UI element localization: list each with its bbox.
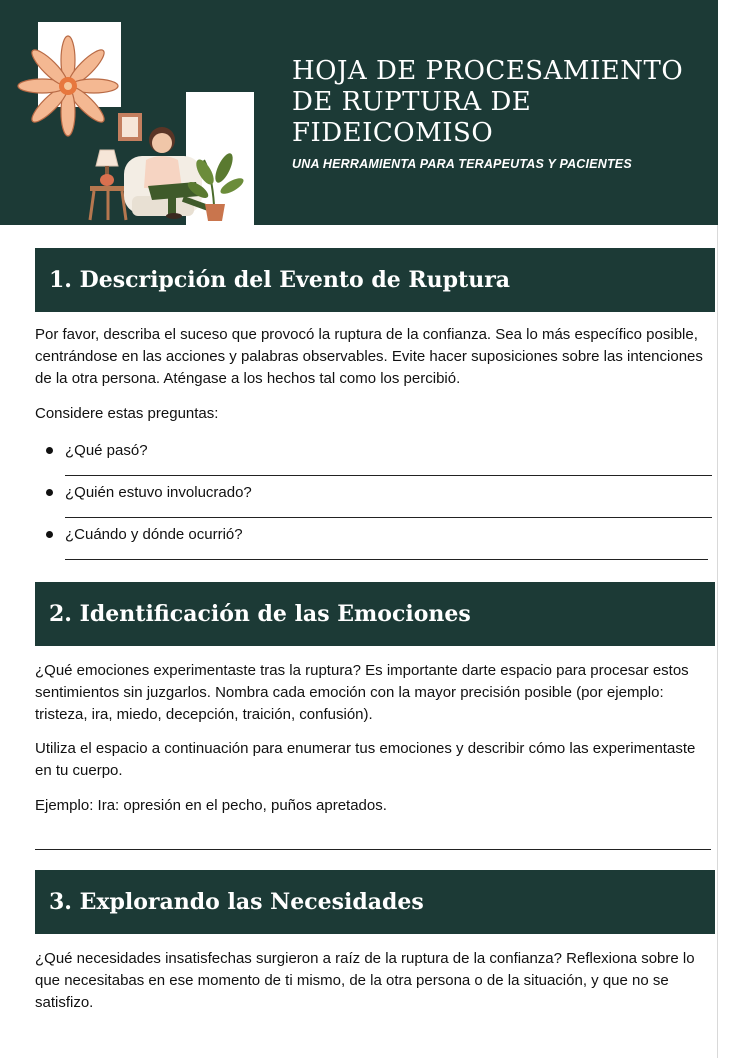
title-line-2: DE RUPTURA DE: [292, 87, 532, 117]
bullet-icon: [46, 531, 53, 538]
answer-line[interactable]: [65, 475, 712, 476]
answer-line[interactable]: [65, 559, 708, 560]
bullet-icon: [46, 489, 53, 496]
header-banner: [0, 0, 718, 225]
section-3-paragraph: ¿Qué necesidades insatisfechas surgieron a raíz de la ruptura de la confianza? Reflexiona sobre lo que necesitabas en ese momento de ti mismo, de la otra persona o de la situación, y que no se satisfizo.: [35, 950, 695, 1011]
flower-illustration: [18, 36, 118, 136]
cozy-room-illustration: [0, 0, 270, 225]
section-1-heading: 1. Descripción del Evento de Ruptura: [35, 248, 715, 312]
question-text: ¿Cuándo y dónde ocurrió?: [65, 526, 243, 543]
bullet-icon: [46, 447, 53, 454]
section-2-heading: 2. Identificación de las Emociones: [35, 582, 715, 646]
picture-frame-illustration: [118, 113, 142, 141]
document-title: [292, 56, 692, 149]
lamp-illustration: [90, 150, 126, 220]
section-1-prompt: Considere estas preguntas:: [35, 405, 219, 422]
list-item: [35, 480, 715, 522]
question-text: ¿Qué pasó?: [65, 442, 148, 459]
list-item: [35, 438, 715, 480]
list-item: [35, 522, 715, 564]
title-line-1: HOJA DE PROCESAMIENTO: [292, 56, 684, 86]
title-line-3: FIDEICOMISO: [292, 118, 494, 148]
document-subtitle: UNA HERRAMIENTA PARA TERAPEUTAS Y PACIENTES: [292, 157, 632, 171]
question-text: ¿Quién estuvo involucrado?: [65, 484, 252, 501]
section-1-paragraph: Por favor, describa el suceso que provocó la ruptura de la confianza. Sea lo más específico posible, centrándose en las acciones y palabras observables. Evite hacer suposiciones sobre las intenciones de la otra persona. Aténgase a los hechos tal como los percibió.: [35, 326, 703, 387]
section-2-paragraph: ¿Qué emociones experimentaste tras la ruptura? Es importante darte espacio para procesar estos sentimientos sin juzgarlos. Nombra cada emoción con la mayor precisión posible (por ejemplo: tristeza, ira, miedo, decepción, traición, confusión).: [35, 662, 689, 723]
answer-line[interactable]: [65, 517, 712, 518]
section-2-instruction: Utiliza el espacio a continuación para enumerar tus emociones y describir cómo las experimentaste en tu cuerpo.: [35, 740, 696, 779]
section-2-example: Ejemplo: Ira: opresión en el pecho, puños apretados.: [35, 797, 387, 814]
question-list: [35, 438, 715, 564]
section-3-heading: 3. Explorando las Necesidades: [35, 870, 715, 934]
answer-line[interactable]: [35, 849, 711, 850]
